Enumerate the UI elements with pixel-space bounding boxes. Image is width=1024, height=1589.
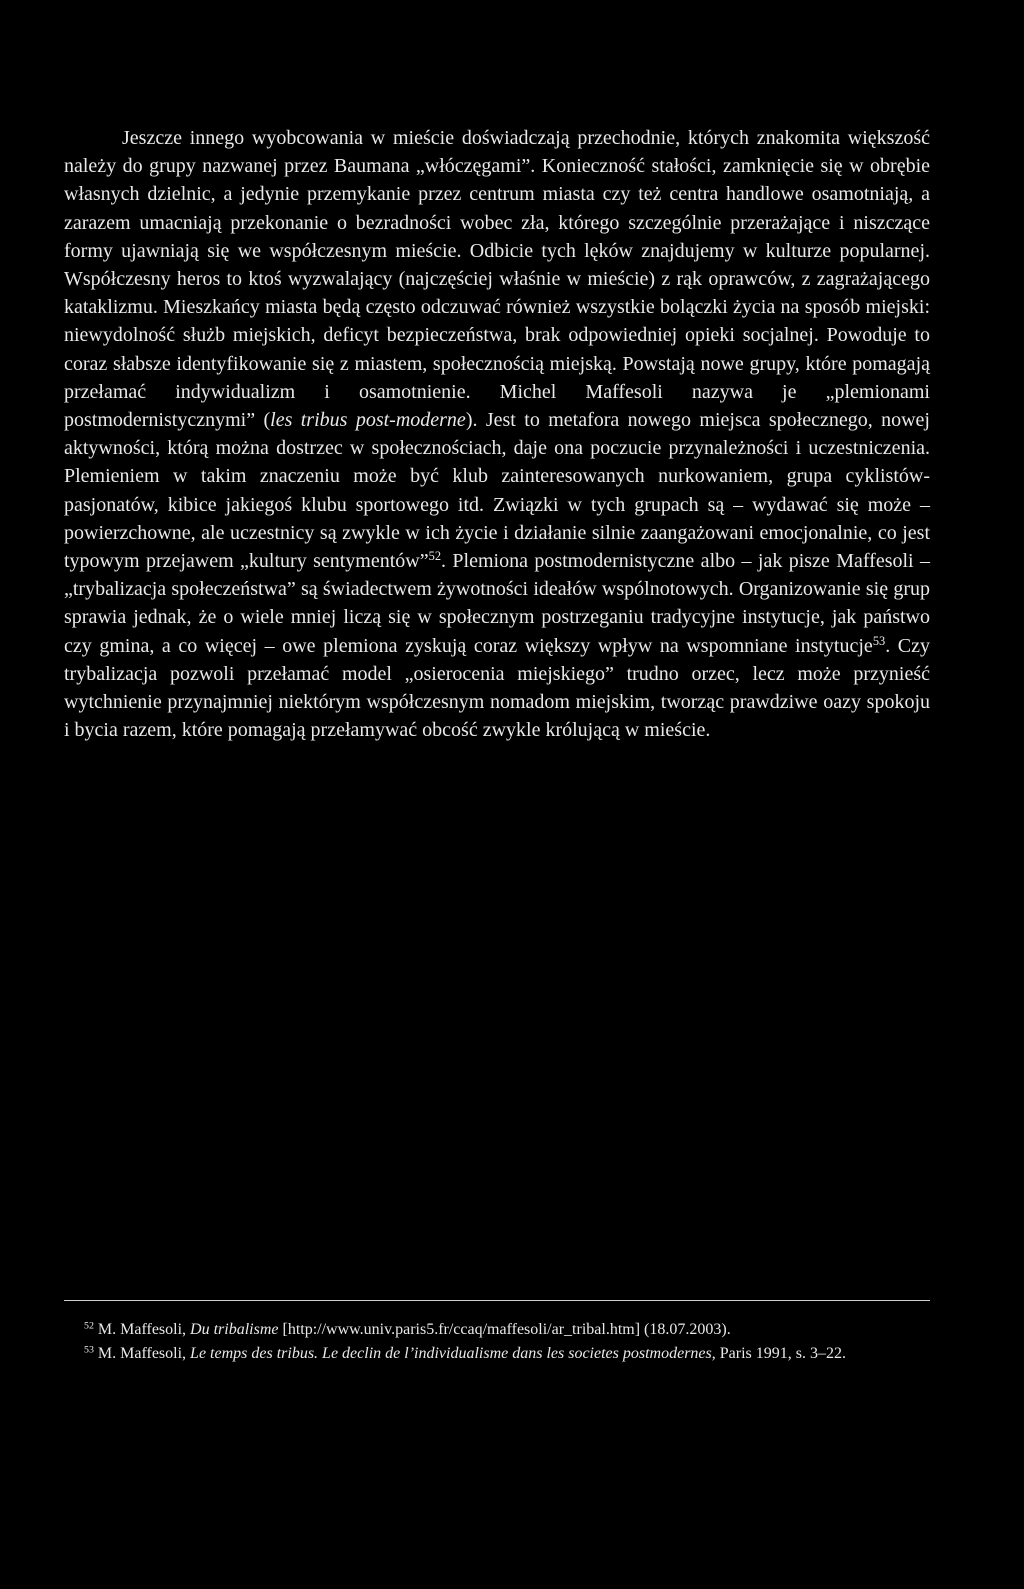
footnote-text: M. Maffesoli, bbox=[97, 1321, 191, 1338]
footnote-53 bbox=[64, 1342, 930, 1366]
paragraph-italic-term: les tribus post-moderne bbox=[270, 409, 466, 432]
footnote-text: [http://www.univ.paris5.fr/ccaq/maffesoli/ar_tribal.htm] (18.07.2003). bbox=[278, 1321, 731, 1338]
footnote-divider bbox=[64, 1300, 930, 1301]
footnote-title: Du tribalisme bbox=[190, 1321, 279, 1338]
paragraph-text-part-1: Jeszcze innego wyobcowania w mieście doświadczają przechodnie, których znakomita większość należy do grupy nazwanej przez Baumana „włóczęgami”. Konieczność stałości, zamknięcie się w obrębie własnych dzielnic, a jedynie przemykanie przez centrum miasta czy też centra handlowe osamotniają, a zarazem umacniają przekonanie o bezradności wobec zła, którego szczególnie przerażające i niszczące formy ujawniają się we współczesnym mieście. Odbicie tych lęków znajdujemy w kulturze popularnej. Współczesny heros to ktoś wyzwalający (najczęściej właśnie w mieście) z rąk oprawców, z zagrażającego kataklizmu. Mieszkańcy miasta będą często odczuwać również wszystkie bolączki życia na sposób miejski: niewydolność służb miejskich, deficyt bezpieczeństwa, brak odpowiedniej opieki socjalnej. Powoduje to coraz słabsze identyfikowanie się z miastem, społecznością miejską. Powstają nowe grupy, które pomagają przełamać indywidualizm i osamotnienie. Michel Maffesoli nazywa je „plemionami postmodernistycznymi” ( bbox=[64, 127, 930, 432]
footnote-title: Le temps des tribus. Le declin de l’individualisme dans les societes postmodernes bbox=[190, 1345, 712, 1362]
paragraph-text-part-2: ). Jest to metafora nowego miejsca społecznego, nowej aktywności, którą można dostrzec w społecznościach, daje ona poczucie przynależności i uczestniczenia. Plemieniem w takim znaczeniu może być klub zainteresowanych nurkowaniem, grupa cyklistów-pasjonatów, kibice jakiegoś klubu sportowego itd. Związki w tych grupach są – wydawać się może – powierzchowne, ale uczestnicy są zwykle w ich życie i działanie silnie zaangażowani emocjonalnie, co jest typowym przejawem „kultury sentymentów” bbox=[64, 409, 930, 573]
footnote-ref-52[interactable]: 52 bbox=[428, 549, 442, 564]
footnote-52 bbox=[64, 1318, 930, 1342]
footnotes bbox=[64, 1318, 930, 1366]
footnote-text: , Paris 1991, s. 3–22. bbox=[711, 1345, 846, 1362]
body-paragraph bbox=[64, 124, 930, 744]
footnote-text: M. Maffesoli, bbox=[97, 1345, 191, 1362]
footnote-number: 53 bbox=[84, 1344, 94, 1356]
footnote-number: 52 bbox=[84, 1320, 94, 1332]
paragraph-text-part-3: . Plemiona postmodernistyczne albo – jak pisze Maffesoli – „trybalizacja społeczeństwa” są świadectwem żywotności ideałów wspólnotowych. Organizowanie się grup sprawia jednak, że o wiele mniej liczą się w społecznym postrzeganiu tradycyjne instytucje, jak państwo czy gmina, a co więcej – owe plemiona zyskują coraz większy wpływ na wspomniane instytucje bbox=[64, 550, 930, 657]
paragraph-text-part-4: . Czy trybalizacja pozwoli przełamać model „osierocenia miejskiego” trudno orzec, lecz może przynieść wytchnienie przynajmniej niektórym współczesnym nomadom miejskim, tworząc prawdziwe oazy spokoju i bycia razem, które pomagają przełamywać obcość zwykle królującą w mieście. bbox=[64, 634, 931, 742]
footnote-ref-53[interactable]: 53 bbox=[872, 633, 886, 648]
